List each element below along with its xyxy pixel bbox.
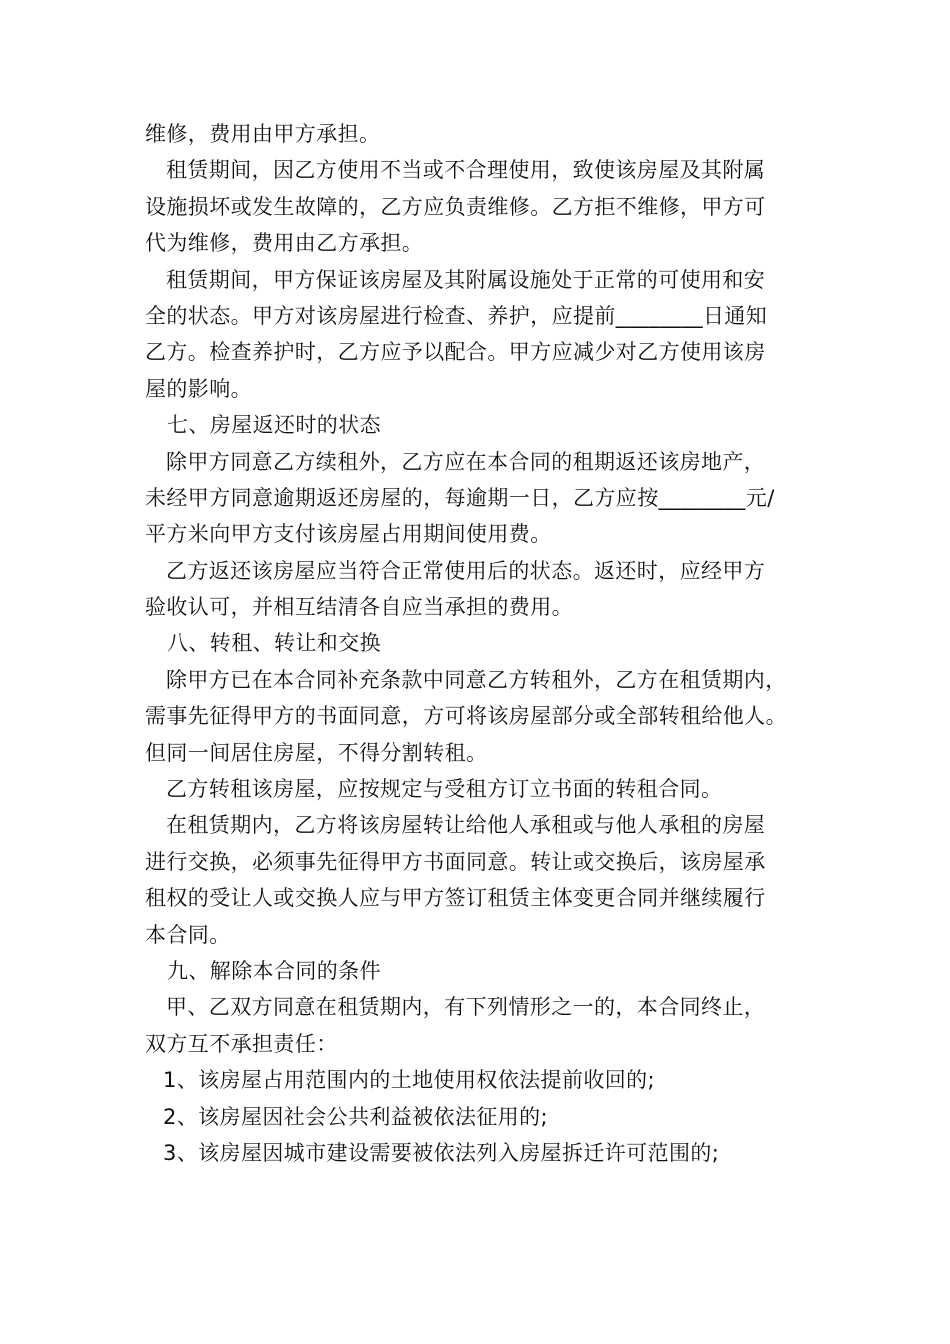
list-item: 2、该房屋因社会公共利益被依法征用的; [163,1104,549,1129]
document-body [145,116,845,1171]
paragraph-first-line: 乙方返还该房屋应当符合正常使用后的状态。返还时，应经甲方 [166,558,766,583]
text-line: 双方互不承担责任： [145,1031,338,1056]
paragraph-first-line: 租赁期间，甲方保证该房屋及其附属设施处于正常的可使用和安 [166,267,766,292]
paragraph-first-line: 除甲方同意乙方续租外，乙方应在本合同的租期返还该房地产， [166,449,766,474]
paragraph-first-line: 乙方转租该房屋，应按规定与受租方订立书面的转租合同。 [166,777,723,802]
text-line: 屋的影响。 [145,376,252,401]
text-line: 进行交换，必须事先征得甲方书面同意。转让或交换后，该房屋承 [145,849,766,874]
text-line: 乙方。检查养护时，乙方应予以配合。甲方应减少对乙方使用该房 [145,340,766,365]
text-line: 平方米向甲方支付该房屋占用期间使用费。 [145,522,552,547]
text-line: 但同一间居住房屋，不得分割转租。 [145,740,488,765]
text-line: 设施损坏或发生故障的，乙方应负责维修。乙方拒不维修，甲方可 [145,194,766,219]
section-heading: 七、房屋返还时的状态 [167,413,381,438]
section-heading: 八、转租、转让和交换 [167,631,381,656]
section-heading: 九、解除本合同的条件 [167,958,381,983]
paragraph-first-line: 在租赁期内，乙方将该房屋转让给他人承租或与他人承租的房屋 [166,813,766,838]
text-line: 未经甲方同意逾期返还房屋的，每逾期一日，乙方应按________元/ [145,485,775,510]
text-line: 代为维修，费用由乙方承担。 [145,231,424,256]
text-line: 需事先征得甲方的书面同意，方可将该房屋部分或全部转租给他人。 [145,704,787,729]
text-line: 本合同。 [145,922,231,947]
list-item: 1、该房屋占用范围内的土地使用权依法提前收回的; [163,1068,656,1093]
text-line: 维修，费用由甲方承担。 [145,122,381,146]
paragraph-first-line: 租赁期间，因乙方使用不当或不合理使用，致使该房屋及其附属 [166,158,766,183]
text-line: 租权的受让人或交换人应与甲方签订租赁主体变更合同并继续履行 [145,886,766,911]
text-line: 全的状态。甲方对该房屋进行检查、养护，应提前________日通知 [145,303,768,328]
paragraph-first-line: 甲、乙双方同意在租赁期内，有下列情形之一的，本合同终止， [166,995,766,1020]
text-line: 验收认可，并相互结清各自应当承担的费用。 [145,595,573,620]
paragraph-first-line: 除甲方已在本合同补充条款中同意乙方转租外，乙方在租赁期内， [166,667,787,692]
list-item: 3、该房屋因城市建设需要被依法列入房屋拆迁许可范围的; [163,1140,720,1165]
